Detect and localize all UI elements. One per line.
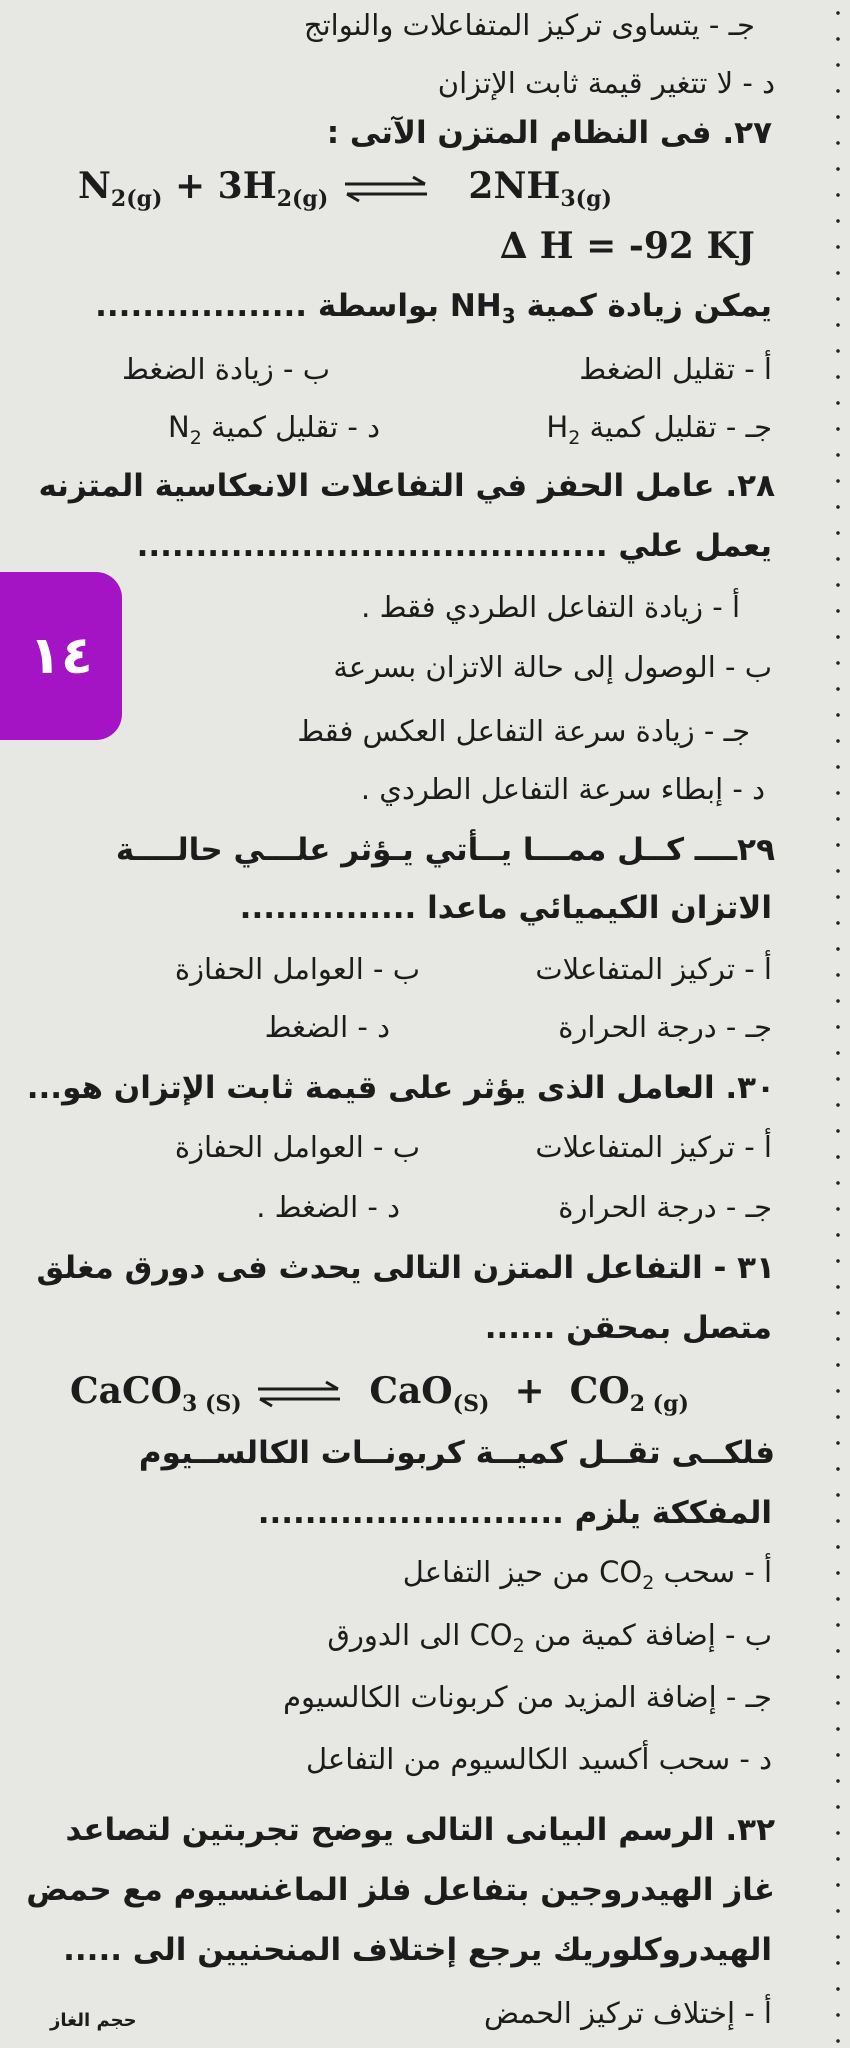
option-28-a: أ - زيادة التفاعل الطردي فقط .: [361, 590, 740, 624]
option-27-a: أ - تقليل الضغط: [579, 352, 772, 386]
question-31-stem-cont: المفككة يلزم ..........................: [257, 1495, 772, 1531]
equilibrium-arrow-icon: [254, 1379, 344, 1409]
option-31-b: ب - إضافة كمية من $CO_2$ الى الدورق: [327, 1618, 772, 1657]
option-28-d: د - إبطاء سرعة التفاعل الطردي .: [360, 772, 765, 806]
option-d-prev: د - لا تتغير قيمة ثابت الإتزان: [437, 66, 775, 100]
graph-axis-label: حجم الغاز: [50, 2010, 137, 2031]
option-27-c: جـ - تقليل كمية $H_2$: [546, 410, 772, 449]
option-29-b: ب - العوامل الحفازة: [174, 952, 420, 986]
option-28-b: ب - الوصول إلى حالة الاتزان بسرعة: [333, 650, 772, 684]
option-30-b: ب - العوامل الحفازة: [174, 1130, 420, 1164]
option-27-d: د - تقليل كمية $N_2$: [168, 410, 380, 449]
question-27: ٢٧. فى النظام المتزن الآتى :: [326, 115, 772, 151]
page-number-badge: ١٤: [0, 572, 122, 740]
equation-31: CaCO$_{3 (S)}$ $CaO_{(S)} + CO_{2 (g)}$: [70, 1370, 689, 1418]
question-31: ٣١ - التفاعل المتزن التالى يحدث فى دورق مغلق: [36, 1250, 775, 1286]
option-30-d: د - الضغط .: [256, 1190, 400, 1224]
dotted-border: [834, 0, 842, 2048]
option-29-c: جـ - درجة الحرارة: [558, 1010, 772, 1044]
option-29-a: أ - تركيز المتفاعلات: [535, 952, 772, 986]
option-31-c: جـ - إضافة المزيد من كربونات الكالسيوم: [283, 1680, 772, 1714]
equation-27: $N_{2(g)} + 3H_{2(g)}$ $2NH_{3(g)}$: [78, 165, 612, 213]
option-29-d: د - الضغط: [264, 1010, 390, 1044]
delta-h: ∆ H = -92 KJ: [500, 225, 755, 267]
question-32-cont2: الهيدروكلوريك يرجع إختلاف المنحنيين الى .....: [63, 1932, 772, 1968]
question-32-cont1: غاز الهيدروجين بتفاعل فلز الماغنسيوم مع حمض: [26, 1872, 775, 1908]
question-29-cont: الاتزان الكيميائي ماعدا ...............: [239, 890, 772, 926]
question-31-stem: فلكــى تقــل كميــة كربونــات الكالســيوم: [138, 1435, 775, 1471]
option-31-a: أ - سحب $CO_2$ من حيز التفاعل: [402, 1555, 772, 1594]
question-29: ٢٩ــــ كــل ممـــا يــأتي يـؤثر علـــي حالــــة: [115, 832, 775, 868]
option-30-a: أ - تركيز المتفاعلات: [535, 1130, 772, 1164]
equilibrium-arrow-icon: [341, 174, 431, 204]
option-30-c: جـ - درجة الحرارة: [558, 1190, 772, 1224]
option-27-b: ب - زيادة الضغط: [122, 352, 330, 386]
question-28-cont: يعمل علي ........................................: [136, 528, 772, 564]
question-27-stem: يمكن زيادة كمية $NH_3$ بواسطة ..................: [95, 288, 772, 329]
question-30: ٣٠. العامل الذى يؤثر على قيمة ثابت الإتزان هو...: [26, 1070, 775, 1106]
option-32-a: أ - إختلاف تركيز الحمض: [483, 1996, 772, 2030]
option-28-c: جـ - زيادة سرعة التفاعل العكس فقط: [297, 714, 750, 748]
option-31-d: د - سحب أكسيد الكالسيوم من التفاعل: [305, 1742, 772, 1776]
question-32: ٣٢. الرسم البيانى التالى يوضح تجربتين لتصاعد: [65, 1812, 775, 1848]
question-31-cont: متصل بمحقن ......: [484, 1310, 772, 1346]
option-c-prev: جـ - يتساوى تركيز المتفاعلات والنواتج: [303, 8, 755, 42]
question-28: ٢٨. عامل الحفز في التفاعلات الانعكاسية المتزنه: [38, 468, 775, 504]
